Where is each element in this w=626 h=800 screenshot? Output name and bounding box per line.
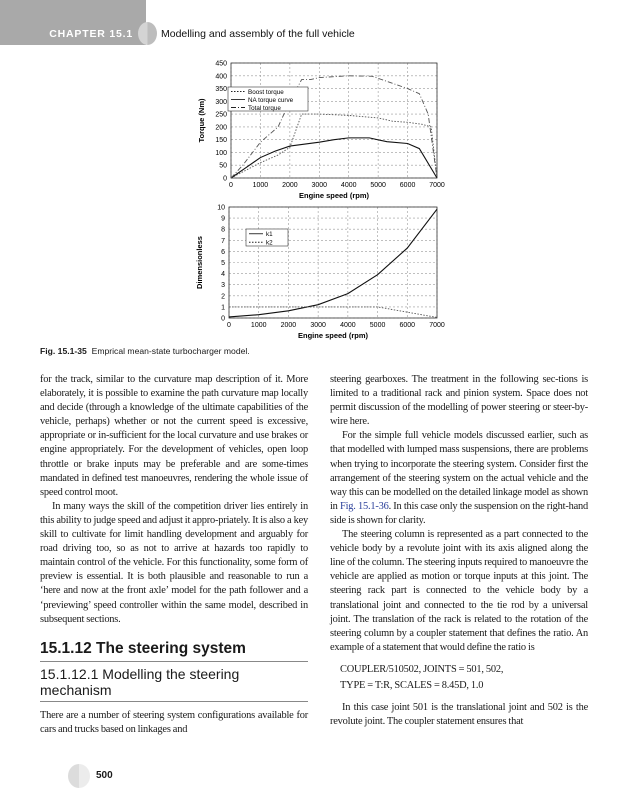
code-statement bbox=[340, 662, 588, 694]
legend-label: k2 bbox=[266, 239, 273, 247]
y-tick-label: 200 bbox=[215, 124, 227, 132]
x-tick-label: 1000 bbox=[252, 182, 269, 189]
x-tick-label: 4000 bbox=[340, 322, 356, 329]
left-column bbox=[40, 373, 308, 737]
subsection-heading: 15.1.12.1 Modelling the steering mechanism bbox=[40, 666, 308, 702]
x-tick-label: 2000 bbox=[282, 182, 298, 189]
x-tick-label: 0 bbox=[227, 322, 231, 329]
paragraph: steering gearboxes. The treatment in the following sec-tions is limited to a traditional rack and pinion system. Space does not permit discussion of the modelling of power steering or steer-by-wire here. bbox=[330, 374, 588, 428]
series-line-na-torque-curve bbox=[231, 138, 437, 178]
y-tick-label: 6 bbox=[221, 248, 225, 256]
x-tick-label: 1000 bbox=[250, 322, 267, 329]
paragraph: In many ways the skill of the competition driver lies entirely in this ability to judge speed and adjust it appro-priately. It is also a key skill to cultivate for limit handling development and arguably for road driving too, so as not to arrive at hazards too rapidly to maintain control of the vehicle. For this functionality, some form of preview is essential. It is both plausible and reasonable to run a ‘here and now at the front axle’ model for the path follower and a ‘previewing’ speed controller within the same model, described in subsequent sections. bbox=[40, 500, 308, 625]
legend-label: k1 bbox=[266, 231, 273, 239]
dimensionless-chart bbox=[190, 201, 450, 344]
figure-caption bbox=[40, 346, 250, 356]
y-tick-label: 350 bbox=[215, 86, 227, 94]
running-title: Modelling and assembly of the full vehicle bbox=[161, 28, 355, 40]
x-tick-label: 3000 bbox=[310, 322, 326, 329]
x-tick-label: 5000 bbox=[369, 322, 386, 329]
y-tick-label: 10 bbox=[217, 204, 225, 212]
chapter-label: CHAPTER 15.1 bbox=[49, 28, 133, 40]
y-tick-label: 450 bbox=[215, 60, 227, 68]
y-tick-label: 3 bbox=[221, 282, 225, 290]
y-tick-label: 2 bbox=[221, 293, 225, 301]
y-axis-label: Torque (Nm) bbox=[197, 98, 206, 143]
y-tick-label: 0 bbox=[221, 315, 225, 323]
y-tick-label: 5 bbox=[221, 260, 225, 267]
legend-label: NA torque curve bbox=[248, 96, 294, 104]
x-tick-label: 2000 bbox=[280, 322, 297, 329]
series-line-k2 bbox=[229, 307, 437, 318]
right-column bbox=[330, 373, 588, 729]
paragraph: for the track, similar to the curvature map description of it. More elaborately, it is possible to examine the path curvature map locally and decide (through a knowledge of the ultimate capabilities of the vehicle, perhaps) whether or not the current speed is excessive, appropriate or in-sufficient for the local curvature and use brakes or engine appropriately. For the development of vehicles, open loop throttle or brake inputs may be preferable and are some-times mandated in defined test manoeuvres, rendering the whole issue of speed control moot. bbox=[40, 374, 308, 498]
paragraph: The steering column is represented as a part connected to the vehicle body by a revolute joint with its axis aligned along the line of the column. The steering inputs required to manoeuvre the vehicle are applied as motion or torque inputs at this joint. The steering rack part is connected to the vehicle body by a translational joint and connected to the tie rod by a universal joint. The translation of the rack is related to the rotation of the steering column by a coupler statement that defines the ratio. An example of a statement that would define the ratio is bbox=[330, 529, 588, 653]
series-line-k1 bbox=[229, 209, 437, 317]
x-tick-label: 3000 bbox=[311, 182, 328, 189]
figure-label: Fig. 15.1-35 bbox=[40, 346, 87, 356]
paragraph bbox=[330, 429, 588, 528]
legend-label: Total torque bbox=[248, 104, 281, 112]
x-tick-label: 5000 bbox=[370, 182, 386, 189]
y-axis-label: Dimensionless bbox=[195, 236, 204, 289]
y-tick-label: 8 bbox=[221, 226, 225, 234]
y-tick-label: 1 bbox=[221, 304, 225, 312]
y-tick-label: 7 bbox=[221, 237, 225, 245]
x-tick-label: 7000 bbox=[429, 182, 445, 189]
paragraph: There are a number of steering system configurations available for cars and trucks based on linkages and bbox=[40, 709, 308, 735]
code-line: COUPLER/510502, JOINTS = 501, 502, bbox=[340, 663, 504, 675]
code-line: TYPE = T:R, SCALES = 8.45D, 1.0 bbox=[340, 679, 484, 691]
y-tick-label: 250 bbox=[215, 111, 227, 119]
x-tick-label: 0 bbox=[229, 182, 233, 189]
y-tick-label: 9 bbox=[221, 215, 225, 223]
y-tick-label: 4 bbox=[221, 271, 225, 279]
x-tick-label: 6000 bbox=[399, 182, 416, 189]
paragraph-text: . In this case only the suspension on the right-hand side is shown for clarity. bbox=[330, 500, 588, 526]
page-number-decoration bbox=[68, 764, 90, 788]
paragraph: In this case joint 501 is the translational joint and 502 is the revolute joint. The coupler statement ensures that bbox=[330, 701, 588, 727]
y-tick-label: 100 bbox=[215, 149, 227, 157]
x-axis-label: Engine speed (rpm) bbox=[297, 331, 369, 340]
x-tick-label: 7000 bbox=[429, 322, 445, 329]
y-tick-label: 0 bbox=[223, 175, 227, 183]
figure-caption-text: Emprical mean-state turbocharger model. bbox=[91, 346, 250, 356]
x-axis-label: Engine speed (rpm) bbox=[298, 191, 370, 200]
x-tick-label: 4000 bbox=[340, 182, 357, 189]
y-tick-label: 150 bbox=[215, 137, 227, 145]
plot-frame bbox=[231, 63, 437, 178]
legend-label: Boost torque bbox=[248, 88, 284, 96]
y-tick-label: 300 bbox=[215, 98, 227, 106]
page-number: 500 bbox=[96, 770, 113, 781]
series-line-boost-torque bbox=[231, 114, 437, 178]
paragraph-text: For the simple full vehicle models discussed earlier, such as that modelled with lumped mass suspensions, there are problems when trying to incorporate the steering system. Consider first the arrangement of the steering system on the actual vehicle and the way this can be modelled on the detailed linkage model as shown in bbox=[330, 430, 588, 512]
header-circle-decoration bbox=[138, 22, 157, 45]
y-tick-label: 400 bbox=[215, 73, 227, 81]
y-tick-label: 50 bbox=[219, 162, 227, 170]
section-heading: 15.1.12 The steering system bbox=[40, 639, 308, 662]
figure-link[interactable]: Fig. 15.1-36 bbox=[340, 500, 389, 512]
torque-chart bbox=[190, 55, 450, 201]
x-tick-label: 6000 bbox=[399, 322, 416, 329]
